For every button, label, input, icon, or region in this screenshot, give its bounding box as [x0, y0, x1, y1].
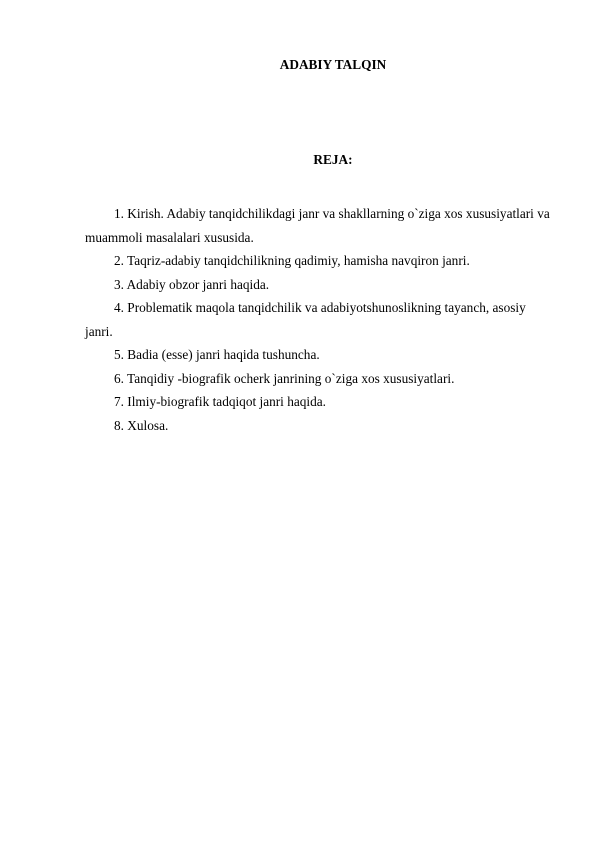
plan-item: 6. Tanqidiy -biografik ocherk janrining o`ziga xos xususiyatlari.	[114, 370, 455, 386]
plan-item: 4. Problematik maqola tanqidchilik va adabiyotshunoslikning tayanch, asosiy janri.	[85, 300, 526, 339]
plan-item: 1. Kirish. Adabiy tanqidchilikdagi janr va shakllarning o`ziga xos xususiyatlari va muammoli masalalari xususida.	[85, 206, 550, 245]
plan-list	[85, 202, 555, 437]
plan-heading: REJA:	[313, 152, 353, 167]
document-title: ADABIY TALQIN	[279, 57, 387, 72]
plan-item: 3. Adabiy obzor janri haqida.	[114, 276, 270, 292]
plan-item: 8. Xulosa.	[114, 417, 169, 433]
plan-item: 5. Badia (esse) janri haqida tushuncha.	[114, 347, 320, 362]
plan-item: 7. Ilmiy-biografik tadqiqot janri haqida.	[114, 394, 326, 409]
plan-item: 2. Taqriz-adabiy tanqidchilikning qadimiy, hamisha navqiron janri.	[114, 253, 470, 268]
